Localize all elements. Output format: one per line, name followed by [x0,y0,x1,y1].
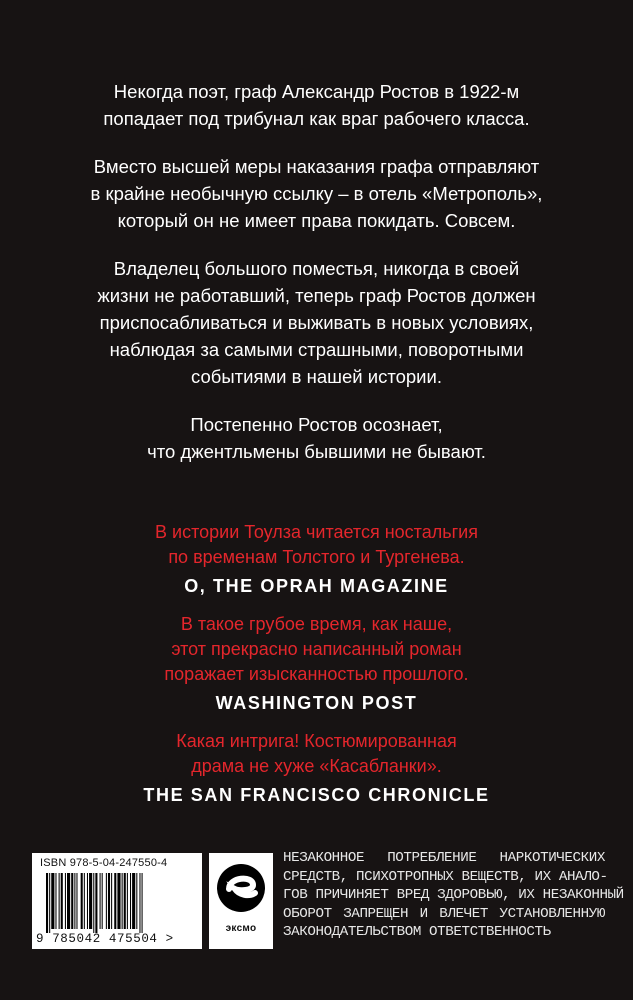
blurb-line: Владелец большого поместья, никогда в своей [113,258,520,279]
barcode-bar [95,873,97,933]
review-quote-sf-chronicle [0,729,633,807]
warning-line: ЗАКОНОДАТЕЛЬСТВОМ ОТВЕТСТВЕННОСТЬ [283,924,551,941]
isbn-barcode [32,853,202,949]
barcode-bar [51,873,54,929]
barcode-bar [132,873,135,929]
barcode-bar [127,873,128,929]
barcode-bar [76,873,77,929]
warning-line: ОБОРОТ ЗАПРЕЩЕН И ВЛЕЧЕТ УСТАНОВЛЕННУЮ [283,905,605,922]
barcode-bar [93,873,94,933]
barcode-bar [124,873,126,929]
blurb-line: жизни не работавший, теперь граф Ростов должен [97,285,536,306]
barcode-bar [65,873,66,929]
barcode-digits: 9 785042 475504 > [36,932,174,946]
barcode-bar [100,873,101,929]
quote-source: O, THE OPRAH MAGAZINE [184,576,449,596]
quote-line: поражает изысканностью прошлого. [164,664,469,684]
review-quote-washington-post [0,612,633,715]
warning-line: ГОВ ПРИЧИНЯЕТ ВРЕД ЗДОРОВЬЮ, ИХ НЕЗАКОННЫЙ [283,887,624,904]
quote-line: В такое грубое время, как наше, [180,614,453,634]
barcode-bar [49,873,50,933]
blurb-line: который он не имеет права покидать. Совсем. [117,210,516,231]
blurb-line: Постепенно Ростов осознает, [190,414,443,435]
blurb [0,78,633,486]
quote-line: этот прекрасно написанный роман [171,639,462,659]
blurb-line: попадает под трибунал как враг рабочего класса. [103,108,530,129]
publisher-name: эксмо [225,923,257,934]
quote-text [0,520,633,570]
barcode-bar [71,873,73,929]
quote-line: В истории Тоулза читается ностальгия [155,522,478,542]
quote-source: WASHINGTON POST [215,693,418,713]
legal-warning [283,849,624,942]
barcode-bar [122,873,123,929]
blurb-line: Некогда поэт, граф Александр Ростов в 1922-м [113,81,520,102]
barcode-bar [136,873,137,929]
barcode-bar [114,873,116,929]
publisher-logo [209,853,273,949]
barcode-bar [130,873,131,929]
quote-source: THE SAN FRANCISCO CHRONICLE [143,785,490,805]
isbn-label: ISBN 978-5-04-247550-4 [40,857,168,869]
blurb-line: приспосабливаться и выживать в новых условиях, [99,312,534,333]
barcode-bar [108,873,110,929]
barcode-bars [46,873,190,933]
barcode-bar [81,873,83,929]
barcode-bar [59,873,60,929]
barcode-bar [111,873,112,929]
quote-line: по временам Толстого и Тургенева. [168,547,465,567]
barcode-bar [117,873,120,929]
quote-text [0,612,633,687]
eksmo-logo-icon [209,853,273,923]
review-quote-oprah [0,520,633,598]
blurb-line: событиями в нашей истории. [191,366,442,387]
blurb-line: что джентльмены бывшими не бывают. [147,441,486,462]
blurb-line: Вместо высшей меры наказания графа отправляют [93,156,540,177]
quote-text [0,729,633,779]
barcode-bar [142,873,143,933]
quote-line: Какая интрига! Костюмированная [176,731,457,751]
blurb-paragraph-1 [0,78,633,132]
barcode-bar [67,873,70,929]
blurb-paragraph-2 [0,153,633,234]
quote-line: драма не хуже «Касабланки». [191,756,442,776]
warning-line: НЕЗАКОННОЕ ПОТРЕБЛЕНИЕ НАРКОТИЧЕСКИХ [283,850,605,866]
barcode-bar [74,873,75,929]
blurb-paragraph-4 [0,411,633,465]
barcode-bar [102,873,103,929]
blurb-paragraph-3 [0,255,633,390]
barcode-bar [89,873,92,929]
barcode-bar [139,873,140,933]
blurb-line: в крайне необычную ссылку – в отель «Метрополь», [90,183,543,204]
barcode-bar [46,873,48,933]
barcode-bar [61,873,63,929]
blurb-line: наблюдая за самыми страшными, поворотными [109,339,524,360]
barcode-bar [106,873,107,929]
barcode-bar [55,873,56,929]
warning-line: СРЕДСТВ, ПСИХОТРОПНЫХ ВЕЩЕСТВ, ИХ АНАЛО- [283,868,608,885]
barcode-bar [84,873,85,929]
review-quotes [0,520,633,821]
barcode-bar [87,873,88,929]
